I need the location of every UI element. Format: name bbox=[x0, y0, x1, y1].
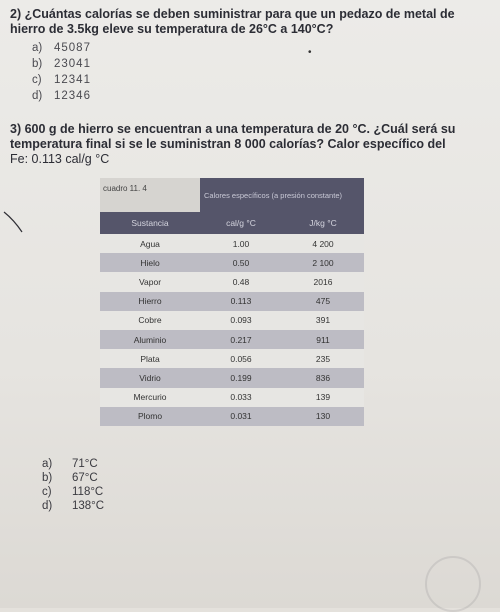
table-row bbox=[100, 272, 364, 291]
table-cell: Plata bbox=[140, 353, 160, 364]
table-body bbox=[100, 234, 364, 426]
table-row bbox=[100, 292, 364, 311]
table-cell: Mercurio bbox=[133, 392, 167, 403]
table-cell: 475 bbox=[315, 296, 331, 307]
table-cell: Plomo bbox=[137, 411, 163, 422]
header-joule: J/kg °C bbox=[309, 218, 337, 228]
table-cell: 1.00 bbox=[232, 238, 250, 249]
table-cell: Vapor bbox=[138, 276, 162, 287]
table-cell: 0.48 bbox=[232, 276, 250, 287]
table-cell: Aluminio bbox=[133, 334, 167, 345]
header-cal: cal/g °C bbox=[226, 218, 256, 228]
question-2-title: 2) ¿Cuántas calorías se deben suministrar para que un pedazo de metal de hierro de 3.5kg eleve su temperatura de 26°C a 140°C? bbox=[10, 7, 455, 36]
table-cell: 0.033 bbox=[230, 392, 252, 403]
question-3-title: 3) 600 g de hierro se encuentran a una temperatura de 20 °C. ¿Cuál será su temperatura final si se le suministran 8 000 calorías? Calor específico del bbox=[10, 122, 456, 151]
option-3b[interactable]: b) 67°C bbox=[42, 472, 98, 484]
option-2b[interactable]: b) 23041 bbox=[32, 58, 91, 70]
option-2d[interactable]: d) 12346 bbox=[32, 90, 91, 102]
header-sustancia: Sustancia bbox=[131, 218, 169, 228]
stray-dot: • bbox=[308, 47, 312, 58]
table-row bbox=[100, 253, 364, 272]
option-2c[interactable]: c) 12341 bbox=[32, 74, 91, 86]
table-cell: 2 100 bbox=[312, 257, 334, 268]
table-cell: 0.093 bbox=[230, 315, 252, 326]
table-top-header bbox=[100, 178, 364, 212]
table-row bbox=[100, 349, 364, 368]
table-caption: cuadro 11. 4 bbox=[100, 178, 200, 212]
table-cell: 0.113 bbox=[230, 296, 252, 307]
question-3-given: Fe: 0.113 cal/g °C bbox=[10, 152, 110, 166]
table-row bbox=[100, 234, 364, 253]
table-cell: Cobre bbox=[138, 315, 162, 326]
table-cell: Agua bbox=[140, 238, 160, 249]
option-2a[interactable]: a) 45087 bbox=[32, 42, 91, 54]
table-cell: 0.056 bbox=[230, 353, 252, 364]
table-cell: 911 bbox=[316, 334, 330, 345]
table-row bbox=[100, 388, 364, 407]
table-cell: 0.031 bbox=[230, 411, 252, 422]
table-row bbox=[100, 407, 364, 426]
faint-stamp bbox=[425, 556, 481, 612]
table-cell: 0.199 bbox=[230, 372, 252, 383]
specific-heat-table bbox=[100, 178, 364, 426]
table-cell: 836 bbox=[315, 372, 331, 383]
table-cell: 4 200 bbox=[312, 238, 334, 249]
table-cell: 0.217 bbox=[230, 334, 252, 345]
table-cell: 2016 bbox=[313, 276, 333, 287]
table-cell: Hierro bbox=[138, 296, 162, 307]
table-cell: 130 bbox=[315, 411, 331, 422]
table-row bbox=[100, 311, 364, 330]
question-2-options bbox=[32, 40, 490, 104]
question-3 bbox=[10, 122, 490, 167]
table-header-row bbox=[100, 212, 364, 234]
table-row bbox=[100, 330, 364, 349]
option-3c[interactable]: c) 118°C bbox=[42, 486, 104, 498]
table-cell: 235 bbox=[315, 353, 331, 364]
table-cell: 139 bbox=[315, 392, 331, 403]
table-cell: Hielo bbox=[140, 257, 160, 268]
table-cell: Vidrio bbox=[139, 372, 161, 383]
option-3d[interactable]: d) 138°C bbox=[42, 500, 105, 512]
pen-mark bbox=[0, 210, 40, 250]
table-row bbox=[100, 368, 364, 387]
table-span-header: Calores específicos (a presión constante) bbox=[200, 178, 364, 212]
table-cell: 391 bbox=[315, 315, 331, 326]
bleed-through-text bbox=[4, 548, 8, 563]
question-2 bbox=[10, 7, 490, 104]
question-3-options bbox=[42, 457, 104, 513]
option-3a[interactable]: a) 71°C bbox=[42, 458, 98, 470]
table-cell: 0.50 bbox=[232, 257, 250, 268]
